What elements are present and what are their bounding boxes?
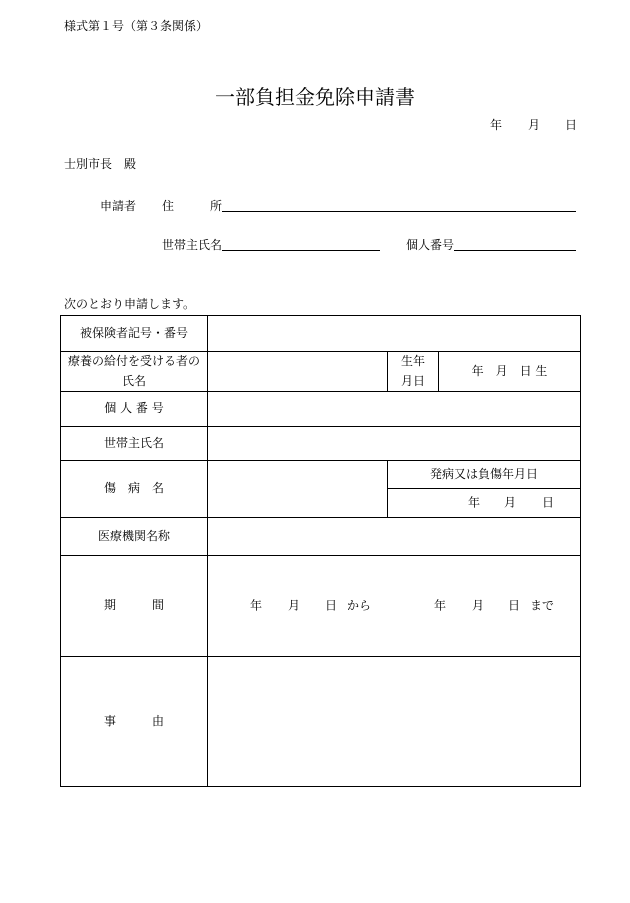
reason-label: 事 由	[61, 657, 208, 787]
onset-date-field[interactable]	[388, 489, 581, 518]
intro-text: 次のとおり申請します。	[64, 297, 196, 311]
period-to-day-label: 日	[508, 598, 521, 613]
period-to-label: まで	[530, 598, 555, 613]
row-period	[61, 556, 581, 657]
row-reason	[61, 657, 581, 787]
householder-name-label: 世帯主氏名	[162, 238, 223, 252]
period-to-month-label: 月	[472, 598, 485, 613]
disease-name-label: 傷 病 名	[61, 461, 208, 518]
period-to-year-label: 年	[434, 598, 447, 613]
hospital-name-label: 医療機関名称	[61, 518, 208, 556]
reason-field[interactable]	[208, 657, 581, 787]
recipient-name-field[interactable]	[208, 352, 388, 392]
table-personal-number-field[interactable]	[208, 392, 581, 427]
recipient-label-line2: 氏名	[121, 373, 146, 388]
row-insured-number	[61, 316, 581, 352]
period-from-day-label: 日	[325, 598, 338, 613]
personal-number-label: 個人番号	[406, 238, 455, 252]
table-personal-number-label: 個 人 番 号	[61, 392, 208, 427]
hospital-name-field[interactable]	[208, 518, 581, 556]
date-year-label: 年	[490, 118, 503, 132]
date-day-label: 日	[565, 118, 578, 132]
onset-day-label: 日	[542, 495, 555, 510]
period-label: 期 間	[61, 556, 208, 657]
row-householder	[61, 427, 581, 461]
period-from-month-label: 月	[288, 598, 301, 613]
insured-number-field[interactable]	[208, 316, 581, 352]
addressee: 士別市長 殿	[64, 157, 137, 171]
row-personal-number	[61, 392, 581, 427]
table-householder-label: 世帯主氏名	[61, 427, 208, 461]
onset-year-label: 年	[468, 495, 481, 510]
period-field[interactable]	[208, 556, 581, 657]
recipient-label-line1: 療養の給付を受ける者の	[67, 354, 200, 369]
date-month-label: 月	[528, 118, 541, 132]
row-recipient	[61, 352, 581, 392]
recipient-label	[61, 352, 208, 392]
period-from-year-label: 年	[250, 598, 263, 613]
insured-number-label: 被保険者記号・番号	[61, 316, 208, 352]
address-label-part2: 所	[210, 199, 223, 213]
disease-name-field[interactable]	[208, 461, 388, 518]
period-from-label: から	[347, 598, 372, 613]
applicant-label: 申請者	[100, 199, 137, 213]
page-title: 一部負担金免除申請書	[215, 85, 415, 109]
birth-date-field[interactable]	[439, 352, 581, 392]
address-field[interactable]	[222, 211, 576, 212]
application-table	[60, 315, 581, 787]
onset-month-label: 月	[504, 495, 517, 510]
table-householder-field[interactable]	[208, 427, 581, 461]
birth-date-value: 年 月 日 生	[471, 363, 548, 378]
address-label-part1: 住	[162, 199, 175, 213]
birth-date-label-line1: 生年	[400, 354, 425, 369]
form-number: 様式第１号（第３条関係）	[64, 19, 209, 33]
birth-date-label	[388, 352, 439, 392]
birth-date-label-line2: 月日	[400, 373, 425, 388]
onset-date-label: 発病又は負傷年月日	[388, 461, 581, 489]
personal-number-field[interactable]	[454, 250, 576, 251]
row-disease-top	[61, 461, 581, 489]
row-hospital	[61, 518, 581, 556]
householder-name-field[interactable]	[222, 250, 380, 251]
